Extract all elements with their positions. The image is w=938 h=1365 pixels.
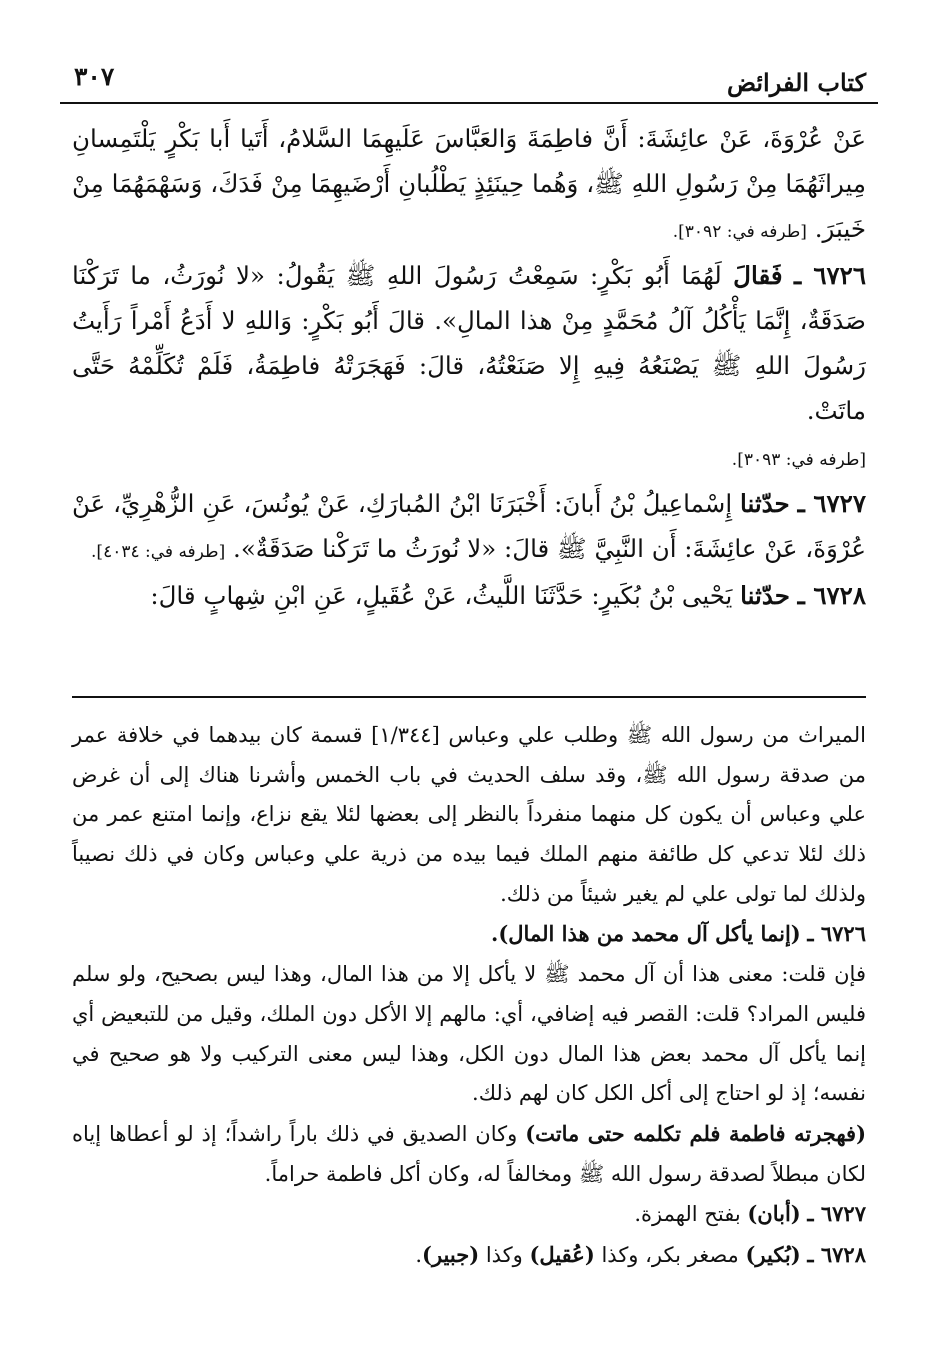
hadith-number: ٦٧٢٧ ـ bbox=[797, 488, 866, 518]
hadith-6726-reference bbox=[72, 434, 866, 479]
cross-reference: [طرفه في: ٣٠٩٢]. bbox=[672, 222, 807, 243]
hadith-6726 bbox=[72, 253, 866, 433]
quoted-phrase: (فهجرته فاطمة فلم تكلمه حتى ماتت) bbox=[525, 1120, 867, 1146]
main-line-1: عَنْ عُرْوَةَ، عَنْ عائِشَةَ: أَنَّ فاطِمَةَ وَالعَبَّاسَ عَلَيهِمَا السَّلامُ، أَتَيا أَبا بَكْرٍ يَلْتَمِسانِ bbox=[72, 124, 866, 153]
commentary-paragraph: فإن قلت: معنى هذا أن آل محمد ﷺ لا يأكل إلا من هذا المال، وهذا ليس بصحيح، ولو سلم فليس المراد؟ قلت: القصر فيه إضافي، أي: مالهم إلا الأكل دون الملك، وقيل من للتبعيض أي إنما يأكل آل محمد بعض هذا المال دون الكل، وهذا ليس معنى التركيب ولا هو صحيح في نفسه؛ إذ لو احتاج إلى أكل الكل كان لهم ذلك. bbox=[72, 962, 866, 1106]
quoted-phrase: (أبان) bbox=[747, 1201, 801, 1227]
main-hadith-text bbox=[72, 116, 866, 618]
commentary-paragraph: الميراث من رسول الله ﷺ وطلب علي وعباس [١/٣٤٤] قسمة كان بيدهما في خلافة عمر من صدقة رسول الله ﷺ، وقد سلف الحديث في باب الخمس وأشرنا هناك إلى أن غرض علي وعباس أن يكون كل منهما منفرداً بالنظر إلى بعضها لئلا يقع نزاع، وإنما امتنع عمر من ذلك لئلا تدعي كل طائفة منهم الملك فيما بيده من ذرية علي وعباس وكان في ذلك نصيباً ولذلك لما تولى علي لم يغير شيئاً من ذلك. bbox=[72, 723, 866, 906]
main-text-paragraph bbox=[72, 116, 866, 251]
commentary-number: ٦٧٢٧ ـ bbox=[807, 1201, 866, 1227]
commentary-heading-6727 bbox=[72, 1194, 866, 1235]
hadith-lead-word: حدّثنا bbox=[740, 580, 790, 610]
page-header bbox=[60, 60, 878, 104]
commentary-paragraph bbox=[72, 1114, 866, 1194]
hadith-6727 bbox=[72, 481, 866, 571]
hadith-lead-word: حدّثنا bbox=[740, 488, 790, 518]
page-number: ٣٠٧ bbox=[74, 62, 115, 91]
hadith-text: لَهُمَا أَبُو بَكْرٍ: سَمِعْتُ رَسُولَ اللهِ ﷺ يَقُولُ: «لا نُورَثُ، ما تَرَكْنَا صَدَقَةٌ، إِنَّمَا يَأْكُلُ آلُ مُحَمَّدٍ مِنْ هذا المالِ». قالَ أَبُو بَكْرٍ: وَاللهِ لا أَدَعُ أَمْراً رَأَيتُ رَسُولَ اللهِ ﷺ يَصْنَعُهُ فِيهِ إِلا صَنَعْتُهُ، قالَ: فَهَجَرَتْهُ فاطِمَةُ، فَلَمْ تُكَلِّمْهُ حَتَّى ماتَتْ. bbox=[72, 261, 866, 426]
cross-reference: [طرفه في: ٣٠٩٣]. bbox=[731, 449, 866, 470]
commentary-text-span: وكذا bbox=[479, 1242, 530, 1267]
main-line-3: خَيبَرَ. bbox=[814, 214, 866, 244]
hadith-text: يَحْيى بْنُ بُكَيرٍ: حَدَّثَنَا اللَّيثُ، عَنْ عُقَيلٍ، عَنِ ابْنِ شِهابٍ قالَ: bbox=[150, 580, 741, 610]
commentary-text-span: مصغر بكر، وكذا bbox=[594, 1242, 746, 1267]
commentary-heading-6728 bbox=[72, 1235, 866, 1276]
hadith-number: ٦٧٢٨ ـ bbox=[797, 580, 866, 610]
hadith-lead-word: فَقالَ bbox=[733, 261, 783, 291]
quoted-phrase: (عُقيل) bbox=[529, 1241, 595, 1267]
quoted-phrase: (إنما يأكل آل محمد من هذا المال). bbox=[491, 921, 801, 947]
commentary-text bbox=[72, 716, 866, 1276]
main-line-2: مِيراثَهُمَا مِنْ رَسُولِ اللهِ ﷺ، وَهُما حِينَئِذٍ يَطْلُبانِ أَرْضَيهِمَا مِنْ فَدَكَ، وَسَهْمَهُمَا مِنْ bbox=[72, 169, 866, 199]
cross-reference: [طرفه في: ٤٠٣٤]. bbox=[91, 541, 226, 562]
header-rule bbox=[60, 102, 878, 104]
hadith-text: إِسْماعِيلُ بْنُ أَبانَ: أَخْبَرَنَا ابْنُ المُبارَكِ، عَنْ يُونُسَ، عَنِ الزُّهْرِيِّ، عَنْ عُرْوَةَ، عَنْ عائِشَةَ: أَن النَّبِيَّ ﷺ قالَ: «لا نُورَثُ ما تَرَكْنا صَدَقَةٌ». bbox=[72, 488, 866, 563]
running-head: كتاب الفرائض bbox=[726, 68, 866, 97]
commentary-text-span: وكان الصديق في ذلك باراً راشداً؛ إذ لو أعطاها إياه لكان مبطلاً لصدقة رسول الله ﷺ ومخالفاً له، وكان أكل فاطمة حراماً. bbox=[72, 1121, 866, 1186]
commentary-number: ٦٧٢٨ ـ bbox=[807, 1241, 866, 1267]
commentary-heading-6726 bbox=[72, 914, 866, 955]
hadith-number: ٦٧٢٦ ـ bbox=[794, 261, 866, 291]
quoted-phrase: (بُكير) bbox=[745, 1241, 801, 1267]
commentary-text-span: . bbox=[415, 1242, 423, 1267]
commentary-divider bbox=[72, 696, 866, 698]
commentary-number: ٦٧٢٦ ـ bbox=[807, 921, 866, 947]
quoted-phrase: (جبير) bbox=[422, 1241, 480, 1267]
commentary-text-span: بفتح الهمزة. bbox=[634, 1202, 748, 1227]
hadith-6728 bbox=[72, 573, 866, 618]
